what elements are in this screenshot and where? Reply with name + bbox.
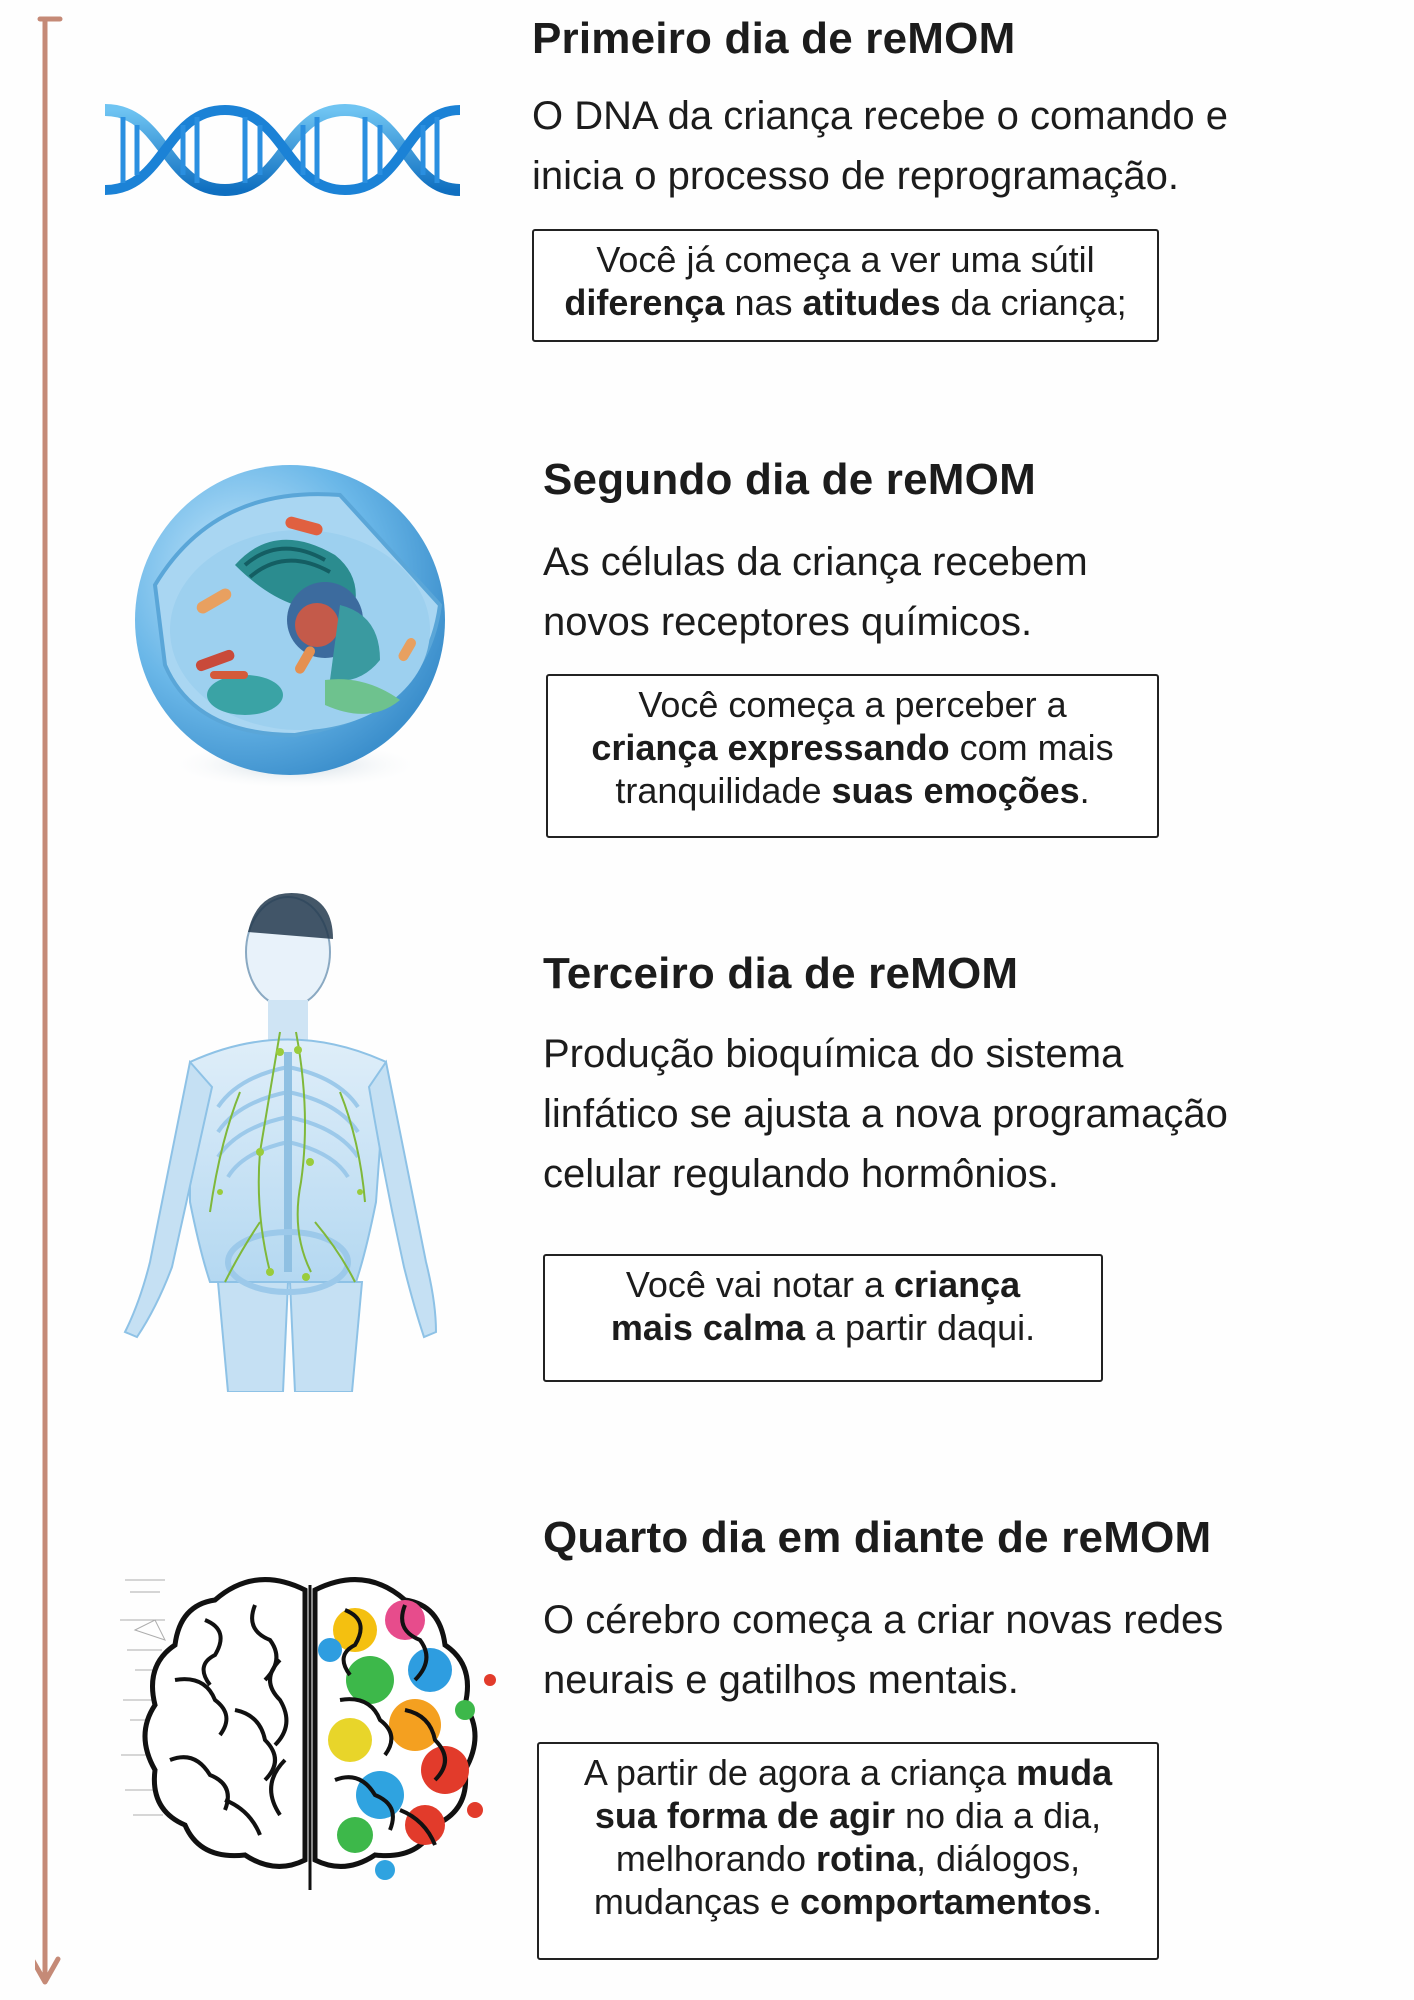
section-title: Quarto dia em diante de reMOM [543, 1513, 1212, 1562]
section-title: Terceiro dia de reMOM [543, 949, 1019, 998]
result-box [543, 1254, 1103, 1382]
box-text: mudanças e [593, 1881, 801, 1922]
highlight-text: atitudes [802, 282, 941, 323]
highlight-text: sua forma de agir [594, 1795, 895, 1836]
result-box [532, 229, 1159, 342]
box-text: no dia a dia, [894, 1795, 1102, 1836]
result-box-line [539, 1794, 1157, 1837]
result-box-line [545, 1306, 1101, 1349]
result-box-line [548, 769, 1157, 812]
section-title: Segundo dia de reMOM [543, 455, 1036, 504]
highlight-text: criança [894, 1264, 1021, 1305]
box-text: nas [724, 282, 803, 323]
section-description: O DNA da criança recebe o comando e inicia o processo de reprogramação. [532, 94, 1228, 198]
box-text: da criança; [940, 282, 1127, 323]
box-text: . [1079, 770, 1090, 811]
highlight-text: criança expressando [591, 727, 950, 768]
result-box-line [539, 1837, 1157, 1880]
result-box-line [539, 1751, 1157, 1794]
result-box-line [534, 238, 1157, 281]
highlight-text: diferença [564, 282, 725, 323]
box-text: Você já começa a ver uma sútil [596, 239, 1095, 280]
lymphatic-body-icon [120, 892, 440, 1392]
result-box-line [545, 1263, 1101, 1306]
box-text: a partir daqui. [805, 1307, 1036, 1348]
box-text: A partir de agora a criança [583, 1752, 1017, 1793]
box-text: , diálogos, [916, 1838, 1081, 1879]
dna-icon [105, 95, 460, 210]
section-title: Primeiro dia de reMOM [532, 14, 1016, 63]
highlight-text: comportamentos [800, 1881, 1093, 1922]
brain-icon [115, 1560, 510, 1910]
highlight-text: rotina [816, 1838, 917, 1879]
result-box-line [534, 281, 1157, 324]
result-box [546, 674, 1159, 838]
box-text: Você vai notar a [625, 1264, 895, 1305]
section-description: O cérebro começa a criar novas redes neurais e gatilhos mentais. [543, 1598, 1224, 1702]
section-description: Produção bioquímica do sistema linfático se ajusta a nova programação celular regulando hormônios. [543, 1032, 1228, 1196]
section-description: As células da criança recebem novos receptores químicos. [543, 540, 1088, 644]
box-text: . [1092, 1881, 1103, 1922]
result-box-line [539, 1880, 1157, 1923]
box-text: Você começa a perceber a [638, 684, 1067, 725]
timeline-arrow [35, 14, 65, 1989]
result-box [537, 1742, 1159, 1960]
cell-icon [125, 455, 460, 795]
box-text: tranquilidade [615, 770, 832, 811]
highlight-text: mais calma [610, 1307, 805, 1348]
highlight-text: muda [1016, 1752, 1113, 1793]
result-box-line [548, 683, 1157, 726]
box-text: melhorando [615, 1838, 816, 1879]
highlight-text: suas emoções [831, 770, 1080, 811]
box-text: com mais [949, 727, 1114, 768]
result-box-line [548, 726, 1157, 769]
